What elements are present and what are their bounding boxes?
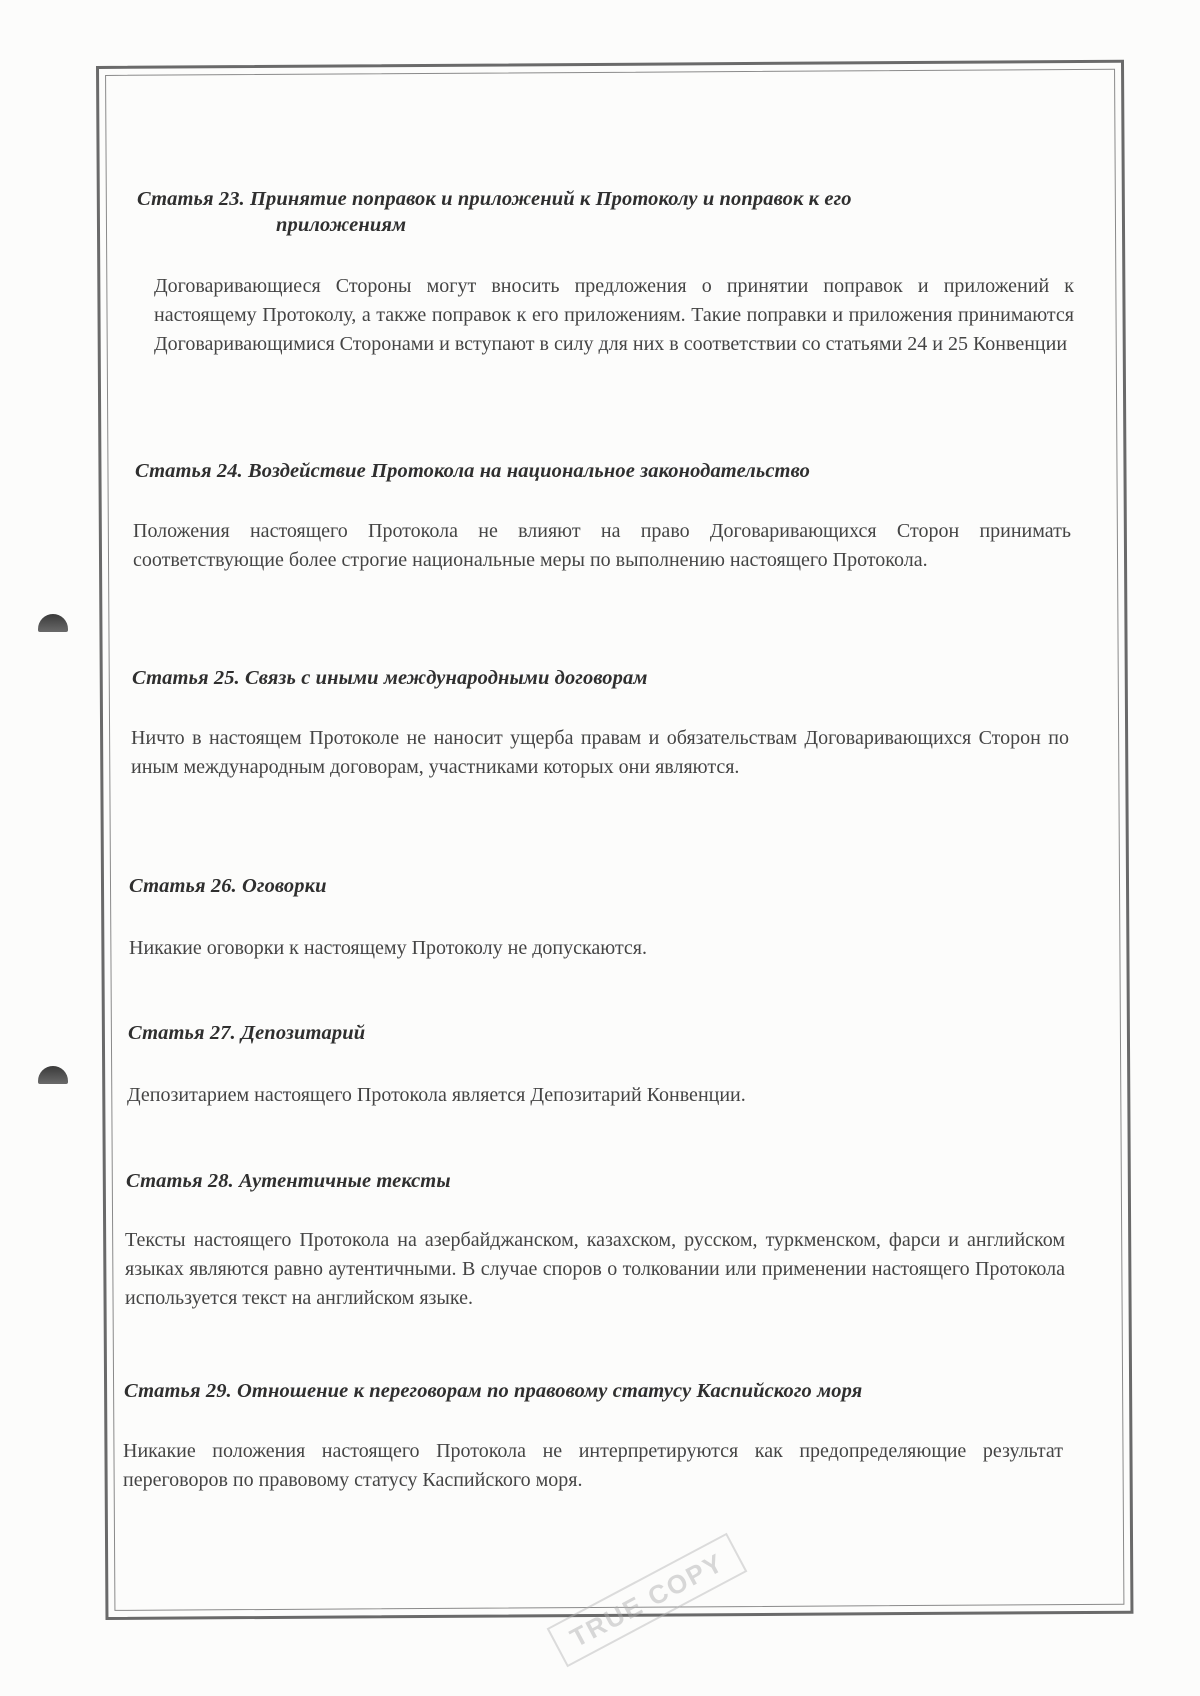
article-23-heading-line2: приложениям <box>276 214 407 236</box>
article-29-heading: Статья 29. Отношение к переговорам по правовому статусу Каспийского моря <box>124 1380 863 1402</box>
article-28-heading: Статья 28. Аутентичные тексты <box>126 1170 451 1192</box>
article-23-heading-line1: Статья 23. Принятие поправок и приложений к Протоколу и поправок к его <box>137 188 852 210</box>
article-25-body: Ничто в настоящем Протоколе не наносит ущерба правам и обязательствам Договаривающихся Сторон по иным международным договорам, участниками которых они являются. <box>131 727 1069 778</box>
article-23-body: Договаривающиеся Стороны могут вносить предложения о принятии поправок и приложений к настоящему Протоколу, а также поправок к его приложениям. Такие поправки и приложения принимаются Договаривающимися Сторонами и вступают в силу для них в соответствии со статьями 24 и 25 Конвенции <box>154 275 1074 355</box>
article-24-heading: Статья 24. Воздействие Протокола на национальное законодательство <box>135 460 810 482</box>
article-27-heading: Статья 27. Депозитарий <box>128 1022 366 1044</box>
article-24-body: Положения настоящего Протокола не влияют на право Договаривающихся Сторон принимать соответствующие более строгие национальные меры по выполнению настоящего Протокола. <box>133 520 1071 571</box>
article-28-body: Тексты настоящего Протокола на азербайджанском, казахском, русском, туркменском, фарси и английском языках являются равно аутентичными. В случае споров о толковании или применении настоящего Протокола используется текст на английском языке. <box>125 1229 1065 1309</box>
true-copy-stamp: TRUE COPY <box>547 1533 748 1668</box>
article-27-body: Депозитарием настоящего Протокола является Депозитарий Конвенции. <box>127 1084 746 1106</box>
article-26-body: Никакие оговорки к настоящему Протоколу не допускаются. <box>129 937 648 959</box>
article-26-heading: Статья 26. Оговорки <box>129 875 327 897</box>
article-29-body: Никакие положения настоящего Протокола не интерпретируются как предопределяющие результат переговоров по правовому статусу Каспийского моря. <box>123 1440 1063 1491</box>
article-25-heading: Статья 25. Связь с иными международными договорам <box>132 667 648 689</box>
